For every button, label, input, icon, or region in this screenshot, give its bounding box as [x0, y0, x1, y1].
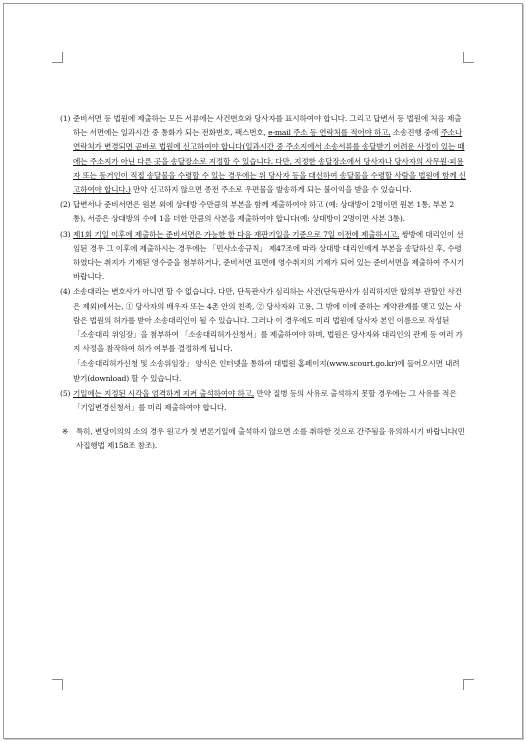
crop-mark-bottom-right: [463, 679, 474, 690]
notice-number: (5): [60, 388, 71, 398]
notice-item-3: (3) 제1회 기일 이후에 제출하는 준비서면은 가능한 한 다음 재판기일을 기준으로 7일 이전에 제출하시고, 쌍방에 대리인이 선임된 경우 그 이후에 제출하시는 경우에는 「민사소송규칙」 제47조에 따라 상대방 대리인에게 부본을 송달하신 후, 수령하였다는 취지가 기재된 영수증을 첨부하거나, 준비서면 표면에 영수취지의 기재가 되어 있는 준비서면을 제출하여 주시기 바랍니다.: [60, 229, 464, 282]
notice-list: [60, 112, 466, 454]
notice-number: (1): [60, 114, 71, 123]
footnote: [60, 425, 466, 453]
footnote-text: 특히, 변당이의의 소의 경우 원고가 첫 변론기일에 출석하지 않으면 소를 취하한 것으로 간주됨을 유의하시기 바랍니다(민사집행법 제158조 참조).: [76, 427, 465, 451]
footnote-mark: ※: [62, 427, 69, 437]
notice-item-5: (5) 기일에는 지정된 시각을 엄격하게 지켜 출석하여야 하고, 만약 질병 등의 사유로 출석하지 못할 경우에는 그 사유를 적은 「기일변경신청서」를 미리 제출하여야 합니다.: [60, 388, 457, 413]
notice-number: (4): [60, 287, 71, 297]
notice-item-4-form-info: 「소송대리허가신청 및 소송위임장」 양식은 인터넷을 통하여 대법원 홈페이지(www.scourt.go.kr)에 들어오시면 내려받기(download) 할 수 있습니다.: [73, 359, 460, 383]
crop-mark-top-right: [463, 52, 474, 63]
notice-item-1: (1) 준비서면 등 법원에 제출하는 모든 서류에는 사건번호와 당사자를 표시하여야 합니다. 그리고 답변서 등 법원에 처음 제출하는 서면에는 일과시간 중 통화가 되는 전화번호, 팩스번호, e-mail 주소 등 연락처를 적어야 하고, 소송진행 중에 주소나 연락처가 변경되면 곧바로 법원에 신고하여야 합니다(일과시간 중 주소지에서 소송서류를 송달받기 어려운 사정이 있는 때에는 주소지가 아닌 다른 곳을 송달장소로 지정할 수 있습니다. 다만, 지정한 송달장소에서 당사자나 당사자의 사무원·피용자 또는 동거인이 직접 송달물을 수령할 수 있는 경우에는 위 당사자 등을 대신하여 송달물을 수령할 사람을 법원에 함께 신고하여야 합니다.) 만약 신고하지 않으면 종전 주소로 우편물을 발송하게 되는 불이익을 받을 수 있습니다.: [60, 114, 466, 195]
notice-number: (2): [60, 200, 71, 210]
notice-item-2: (2) 답변서나 준비서면은 원본 외에 상대방 수만큼의 부본을 함께 제출하여야 하고 (예: 상대방이 2명이면 원본 1통, 부본 2통), 서증은 상대방의 수에 1을 더한 만큼의 사본을 제출하여야 합니다(예: 상대방이 2명이면 사본 3통).: [60, 200, 455, 224]
crop-mark-top-left: [52, 52, 63, 63]
notice-item-4: (4) 소송대리는 변호사가 아니면 할 수 없습니다. 다만, 단독판사가 심리하는 사건(단독판사가 심리하지만 합의부 관할인 사건은 제외)에서는, ① 당사자의 배우자 또는 4촌 안의 친족, ② 당사자와 고용, 그 밖에 이에 준하는 계약관계를 맺고 있는 사람은 법원의 허가를 받아 소송대리인이 될 수 있습니다. 그러나 이 경우에도 미리 법원에 당사자 본인 이름으로 작성된 「소송대리 위임장」을 첨부하여 「소송대리허가신청서」를 제출하여야 하며, 법원은 당사자와 대리인의 관계 등 여러 가지 사정을 참작하여 허가 여부를 결정하게 됩니다.: [60, 287, 463, 354]
crop-mark-bottom-left: [52, 679, 63, 690]
notice-number: (3): [60, 229, 71, 239]
